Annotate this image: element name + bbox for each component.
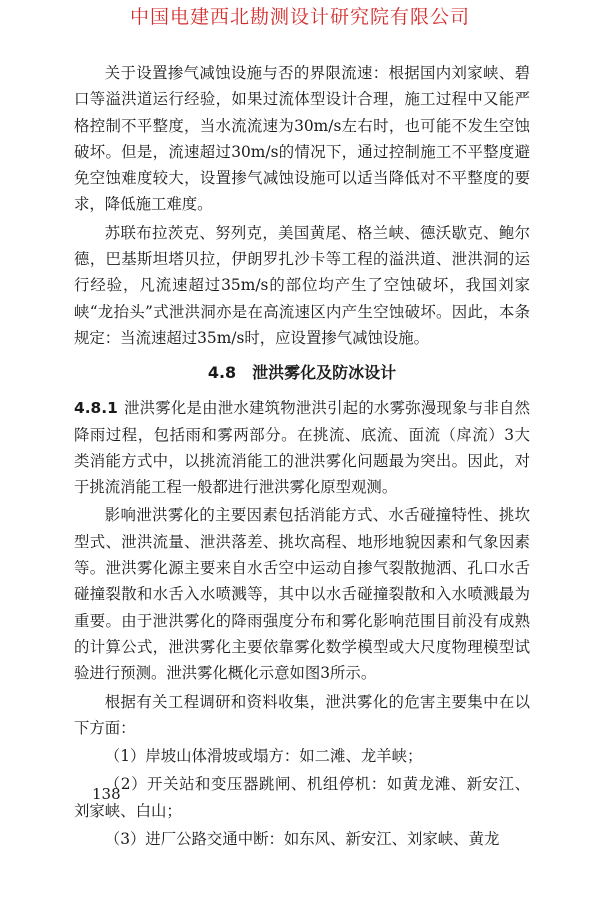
paragraph-aeration-velocity: 关于设置掺气减蚀设施与否的界限流速：根据国内刘家峡、碧口等溢洪道运行经验，如果过流体型设计合理，施工过程中又能严格控制不平整度，当水流流速为30m/s左右时，也可能不发生空蚀破坏。但是，流速超过30m/s的情况下，通过控制施工不平整度避免空蚀难度较大，设置掺气减蚀设施可以适当降低对不平整度的要求，降低施工难度。 <box>74 64 530 214</box>
page-number: 138 <box>92 785 121 803</box>
watermark-header: 中国电建西北勘测设计研究院有限公司 <box>129 6 470 28</box>
paragraph-atomization-factors: 影响泄洪雾化的主要因素包括消能方式、水舌碰撞特性、挑坎型式、泄洪流量、泄洪落差、挑坎高程、地形地貌因素和气象因素等。泄洪雾化源主要来自水舌空中运动自掺气裂散抛洒、孔口水舌碰撞裂散和水舌入水喷溅等，其中以水舌碰撞裂散和入水喷溅最为重要。由于泄洪雾化的降雨强度分布和雾化影响范围目前没有成熟的计算公式，泄洪雾化主要依靠雾化数学模型或大尺度物理模型试验进行预测。泄洪雾化概化示意如图3所示。 <box>74 506 530 683</box>
section-number: 4.8 <box>207 363 237 383</box>
clause-text: 泄洪雾化是由泄水建筑物泄洪引起的水雾弥漫现象与非自然降雨过程，包括雨和雾两部分。在挑流、底流、面流（戽流）3大类消能方式中，以挑流消能工的泄洪雾化问题最为突出。因此，对于挑流消能工程一般都进行泄洪雾化原型观测。 <box>74 399 530 497</box>
list-item-hazard-2: （2）开关站和变压器跳闸、机组停机：如黄龙滩、新安江、刘家峡、白山； <box>74 775 530 820</box>
page-body <box>74 60 530 854</box>
clause-number: 4.8.1 <box>74 399 118 418</box>
section-heading <box>74 360 530 386</box>
section-title: 泄洪雾化及防冰设计 <box>252 363 397 383</box>
paragraph-hazards-intro: 根据有关工程调研和资料收集，泄洪雾化的危害主要集中在以下方面： <box>74 692 530 737</box>
list-item-hazard-3: （3）进厂公路交通中断：如东风、新安江、刘家峡、黄龙 <box>104 830 500 849</box>
list-item-hazard-1: （1）岸坡山体滑坡或塌方：如二滩、龙羊峡； <box>104 747 423 766</box>
paragraph-foreign-experience: 苏联布拉茨克、努列克，美国黄尾、格兰峡、德沃歇克、鲍尔德，巴基斯坦塔贝拉，伊朗罗扎沙卡等工程的溢洪道、泄洪洞的运行经验，凡流速超过35m/s的部位均产生了空蚀破坏，我国刘家峡“龙抬头”式泄洪洞亦是在高流速区内产生空蚀破坏。因此，本条规定：当流速超过35m/s时，应设置掺气减蚀设施。 <box>74 223 530 347</box>
clause-4-8-1 <box>74 395 530 500</box>
